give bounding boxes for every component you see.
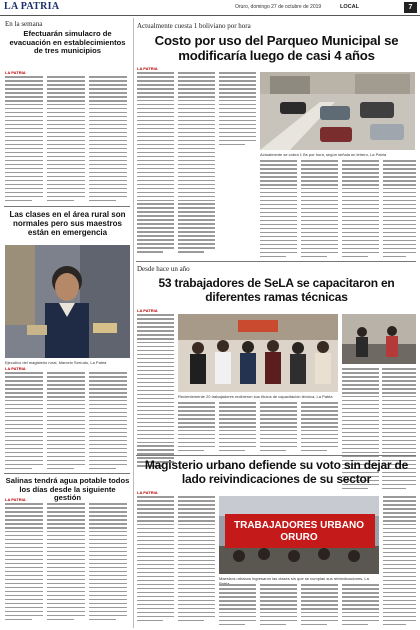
protest-banner-text: TRABAJADORES URBANO ORURO bbox=[233, 520, 364, 543]
section-divider bbox=[4, 473, 130, 474]
article-body bbox=[89, 372, 127, 472]
column-divider bbox=[133, 18, 134, 628]
article-body bbox=[219, 584, 256, 628]
byline: LA PATRIA bbox=[5, 366, 26, 371]
newspaper-logo: LA PATRIA bbox=[4, 1, 60, 12]
photo-caption: Maestros urbanos ingresaron las clases sin que se cumplan sus reivindicaciones, La bbox=[219, 576, 369, 581]
section-divider bbox=[4, 206, 130, 207]
photo-illustration bbox=[5, 245, 130, 358]
headline-sela: 53 trabajadores de SeLA se capacitaron en diferentes ramas técnicas bbox=[158, 276, 395, 304]
article-body bbox=[137, 314, 174, 469]
page-header bbox=[0, 0, 420, 16]
photo-caption: Ejecutivo del magisterio rural, Marcelo Serrudo, La Patria bbox=[5, 360, 107, 365]
article-body bbox=[260, 584, 297, 628]
photo-illustration bbox=[178, 314, 338, 392]
article-body bbox=[219, 72, 256, 148]
sela-kicker: Desde hace un año bbox=[137, 265, 190, 273]
article-body bbox=[178, 72, 215, 255]
photo-parking-lot bbox=[260, 72, 415, 150]
section-name: LOCAL bbox=[340, 4, 359, 10]
article-body bbox=[342, 584, 379, 628]
article-body bbox=[301, 402, 338, 454]
photo-urban-teachers-march bbox=[219, 496, 379, 574]
article-body bbox=[47, 76, 85, 204]
page-number: 7 bbox=[404, 2, 417, 13]
byline: LA PATRIA bbox=[137, 308, 158, 313]
week-kicker: En la semana bbox=[5, 20, 43, 28]
section-divider bbox=[136, 455, 416, 456]
parking-kicker: Actualmente cuesta 1 boliviano por hora bbox=[137, 22, 251, 30]
article-body bbox=[89, 503, 127, 623]
byline: LA PATRIA bbox=[137, 490, 158, 495]
article-body bbox=[137, 496, 174, 624]
article-body bbox=[5, 372, 43, 472]
photo-illustration bbox=[260, 72, 415, 150]
article-body bbox=[260, 402, 297, 454]
article-body bbox=[47, 503, 85, 623]
photo-illustration bbox=[342, 314, 416, 364]
article-body bbox=[178, 496, 215, 624]
photo-sela-workers bbox=[178, 314, 338, 392]
article-body bbox=[219, 402, 256, 454]
photo-sela-ceremony bbox=[342, 314, 416, 364]
article-body bbox=[383, 160, 416, 260]
headline-salinas-water: Salinas tendrá agua potable todos los días desde la siguiente gestión bbox=[5, 476, 130, 503]
article-body bbox=[301, 584, 338, 628]
byline: LA PATRIA bbox=[5, 497, 26, 502]
article-body bbox=[383, 496, 416, 627]
byline: LA PATRIA bbox=[5, 70, 26, 75]
photo-caption: Actualmente se cobra 1 Bs por hora, según señala un letrero, La Patria bbox=[260, 152, 387, 157]
article-body bbox=[47, 372, 85, 472]
article-body bbox=[178, 402, 215, 454]
section-divider bbox=[136, 261, 416, 262]
article-body bbox=[137, 72, 174, 255]
article-body bbox=[5, 503, 43, 623]
headline-urban-teachers: Magisterio urbano defiende su voto sin dejar de lado reivindicaciones de su sector bbox=[144, 458, 409, 486]
article-body bbox=[301, 160, 338, 260]
byline: LA PATRIA bbox=[137, 66, 158, 71]
issue-date: Oruro, domingo 27 de octubre de 2019 bbox=[235, 4, 322, 10]
article-body bbox=[260, 160, 297, 260]
article-body bbox=[5, 76, 43, 204]
headline-simulacro: Efectuarán simulacro de evacuación en establecimientos de tres municipios bbox=[9, 29, 126, 56]
headline-parking: Costo por uso del Parqueo Municipal se modificaría luego de casi 4 años bbox=[154, 33, 399, 63]
photo-caption: Recientemente 20 trabajadores recibieron sus títulos de capacitación técnica, La Patria bbox=[178, 394, 333, 399]
headline-rural-teachers: Las clases en el área rural son normales pero sus maestros están en emergencia bbox=[9, 210, 126, 237]
photo-rural-teacher bbox=[5, 245, 130, 358]
article-body bbox=[89, 76, 127, 204]
article-body bbox=[342, 160, 379, 260]
